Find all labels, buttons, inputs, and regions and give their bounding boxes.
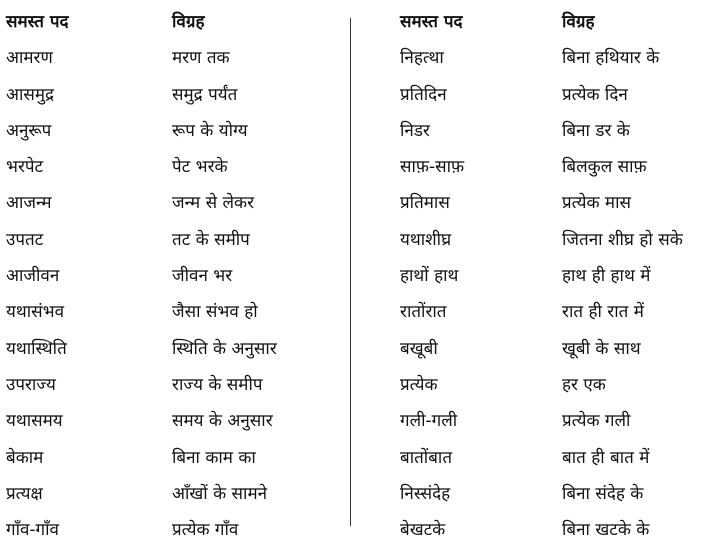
header-samast-pad: समस्त पद bbox=[400, 12, 463, 32]
table-row bbox=[400, 40, 720, 76]
compound-word: रातोंरात bbox=[400, 302, 447, 323]
column-divider bbox=[350, 18, 351, 526]
compound-analysis: जन्म से लेकर bbox=[172, 193, 255, 214]
compound-analysis: मरण तक bbox=[172, 48, 230, 69]
compound-word: आजन्म bbox=[6, 193, 52, 214]
compound-analysis: प्रत्येक गली bbox=[562, 411, 631, 432]
compound-word: आजीवन bbox=[6, 266, 60, 287]
compound-word: बखूबी bbox=[400, 338, 438, 359]
compound-word: साफ़-साफ़ bbox=[400, 157, 465, 178]
compound-analysis: रूप के योग्य bbox=[172, 120, 248, 141]
compound-analysis: प्रत्येक गाँव bbox=[172, 520, 239, 541]
table-row bbox=[400, 403, 720, 439]
compound-analysis: प्रत्येक मास bbox=[562, 193, 631, 214]
compound-analysis: बिना खटके के bbox=[562, 520, 650, 541]
compound-analysis: आँखों के सामने bbox=[172, 483, 268, 504]
compound-analysis: बिना काम का bbox=[172, 447, 256, 468]
compound-word: भरपेट bbox=[6, 157, 44, 178]
table-row bbox=[6, 294, 342, 330]
compound-analysis: हर एक bbox=[562, 374, 606, 395]
compound-word: प्रतिमास bbox=[400, 193, 450, 214]
compound-analysis: बिलकुल साफ़ bbox=[562, 157, 647, 178]
table-row bbox=[6, 40, 342, 76]
table-row bbox=[6, 331, 342, 367]
compound-word: प्रत्यक्ष bbox=[6, 483, 43, 504]
table-row bbox=[6, 149, 342, 185]
table-row bbox=[400, 185, 720, 221]
left-compound-table bbox=[6, 4, 342, 548]
compound-analysis: खूबी के साथ bbox=[562, 338, 641, 359]
right-compound-table bbox=[400, 4, 720, 548]
header-vigrah: विग्रह bbox=[172, 12, 205, 32]
compound-analysis: बिना डर के bbox=[562, 120, 630, 141]
table-row bbox=[6, 403, 342, 439]
table-row bbox=[400, 113, 720, 149]
compound-word: यथासमय bbox=[6, 411, 63, 432]
table-row bbox=[6, 367, 342, 403]
compound-analysis: बिना संदेह के bbox=[562, 483, 644, 504]
table-header bbox=[400, 4, 720, 40]
compound-analysis: जितना शीघ्र हो सके bbox=[562, 229, 683, 250]
table-row bbox=[400, 258, 720, 294]
compound-analysis: बात ही बात में bbox=[562, 447, 650, 468]
compound-word: बातोंबात bbox=[400, 447, 453, 468]
table-row bbox=[400, 512, 720, 548]
table-row bbox=[6, 512, 342, 548]
compound-word: अनुरूप bbox=[6, 120, 52, 141]
compound-analysis: जीवन भर bbox=[172, 266, 233, 287]
compound-word: यथासंभव bbox=[6, 302, 65, 323]
header-vigrah: विग्रह bbox=[562, 12, 595, 32]
table-row bbox=[6, 258, 342, 294]
compound-analysis: समुद्र पर्यंत bbox=[172, 84, 238, 105]
table-row bbox=[6, 185, 342, 221]
table-row bbox=[400, 77, 720, 113]
compound-word: प्रत्येक bbox=[400, 374, 438, 395]
compound-word: यथाशीघ्र bbox=[400, 229, 452, 250]
table-row bbox=[6, 113, 342, 149]
compound-word: गली-गली bbox=[400, 411, 458, 432]
header-samast-pad: समस्त पद bbox=[6, 12, 69, 32]
compound-analysis: समय के अनुसार bbox=[172, 411, 273, 432]
compound-analysis: हाथ ही हाथ में bbox=[562, 266, 651, 287]
compound-analysis: स्थिति के अनुसार bbox=[172, 338, 277, 359]
table-header bbox=[6, 4, 342, 40]
compound-analysis: पेट भरके bbox=[172, 157, 228, 178]
compound-analysis: जैसा संभव हो bbox=[172, 302, 258, 323]
compound-analysis: राज्य के समीप bbox=[172, 374, 263, 395]
table-row bbox=[6, 440, 342, 476]
compound-word: उपराज्य bbox=[6, 374, 56, 395]
compound-analysis: प्रत्येक दिन bbox=[562, 84, 628, 105]
compound-analysis: तट के समीप bbox=[172, 229, 250, 250]
table-row bbox=[6, 77, 342, 113]
table-row bbox=[400, 149, 720, 185]
compound-analysis: बिना हथियार के bbox=[562, 48, 660, 69]
compound-word: निस्संदेह bbox=[400, 483, 451, 504]
compound-word: बेखटके bbox=[400, 520, 446, 541]
table-row bbox=[400, 331, 720, 367]
compound-word: निडर bbox=[400, 120, 430, 141]
table-row bbox=[400, 294, 720, 330]
compound-word: प्रतिदिन bbox=[400, 84, 447, 105]
compound-word: उपतट bbox=[6, 229, 44, 250]
compound-word: बेकाम bbox=[6, 447, 44, 468]
compound-word: गाँव-गाँव bbox=[6, 520, 59, 541]
table-row bbox=[400, 222, 720, 258]
compound-word: निहत्था bbox=[400, 48, 444, 69]
compound-word: आमरण bbox=[6, 48, 53, 69]
compound-word: यथास्थिति bbox=[6, 338, 67, 359]
table-row bbox=[400, 476, 720, 512]
table-row bbox=[400, 440, 720, 476]
table-row bbox=[6, 222, 342, 258]
table-row bbox=[400, 367, 720, 403]
table-row bbox=[6, 476, 342, 512]
compound-analysis: रात ही रात में bbox=[562, 302, 644, 323]
compound-word: आसमुद्र bbox=[6, 84, 55, 105]
compound-word: हाथों हाथ bbox=[400, 266, 459, 287]
